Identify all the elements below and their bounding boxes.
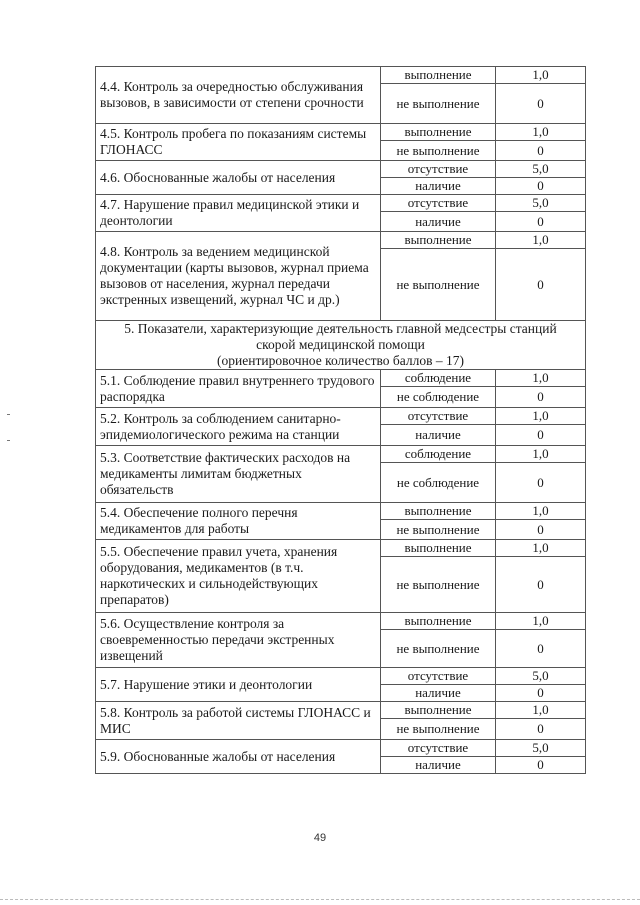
score-cell: 0 xyxy=(496,630,586,668)
criterion-row xyxy=(96,195,586,212)
score-cell: 0 xyxy=(496,719,586,740)
condition-cell: не соблюдение xyxy=(381,463,496,503)
criterion-row xyxy=(96,540,586,557)
score-cell: 0 xyxy=(496,557,586,613)
criteria-table xyxy=(95,66,586,774)
section-header-row xyxy=(96,321,586,370)
condition-cell: не выполнение xyxy=(381,249,496,321)
score-cell: 1,0 xyxy=(496,408,586,425)
margin-mark xyxy=(7,414,10,415)
score-cell: 5,0 xyxy=(496,668,586,685)
criterion-text: 5.8. Контроль за работой системы ГЛОНАСС и МИС xyxy=(96,702,381,740)
margin-mark xyxy=(7,440,10,441)
condition-cell: выполнение xyxy=(381,503,496,520)
criterion-text: 4.5. Контроль пробега по показаниям системы ГЛОНАСС xyxy=(96,124,381,161)
criterion-text: 5.5. Обеспечение правил учета, хранения оборудования, медикаментов (в т.ч. наркотических и сильнодействующих препаратов) xyxy=(96,540,381,613)
condition-cell: соблюдение xyxy=(381,370,496,387)
criterion-text: 5.9. Обоснованные жалобы от населения xyxy=(96,740,381,774)
condition-cell: выполнение xyxy=(381,613,496,630)
condition-cell: наличие xyxy=(381,178,496,195)
condition-cell: выполнение xyxy=(381,702,496,719)
criterion-row xyxy=(96,702,586,719)
criterion-text: 4.6. Обоснованные жалобы от населения xyxy=(96,161,381,195)
criterion-text: 5.1. Соблюдение правил внутреннего трудового распорядка xyxy=(96,370,381,408)
condition-cell: не соблюдение xyxy=(381,387,496,408)
condition-cell: выполнение xyxy=(381,124,496,141)
condition-cell: наличие xyxy=(381,212,496,232)
criterion-text: 5.4. Обеспечение полного перечня медикаментов для работы xyxy=(96,503,381,540)
criterion-text: 4.7. Нарушение правил медицинской этики и деонтологии xyxy=(96,195,381,232)
condition-cell: выполнение xyxy=(381,232,496,249)
section-header-line: скорой медицинской помощи xyxy=(256,337,425,352)
score-cell: 0 xyxy=(496,387,586,408)
criterion-row xyxy=(96,503,586,520)
condition-cell: не выполнение xyxy=(381,719,496,740)
score-cell: 1,0 xyxy=(496,446,586,463)
condition-cell: наличие xyxy=(381,425,496,446)
score-cell: 0 xyxy=(496,425,586,446)
score-cell: 0 xyxy=(496,84,586,124)
score-cell: 0 xyxy=(496,212,586,232)
scan-edge-line xyxy=(0,899,640,900)
criterion-text: 5.7. Нарушение этики и деонтологии xyxy=(96,668,381,702)
score-cell: 1,0 xyxy=(496,370,586,387)
score-cell: 5,0 xyxy=(496,195,586,212)
score-cell: 1,0 xyxy=(496,124,586,141)
criterion-text: 4.8. Контроль за ведением медицинской документации (карты вызовов, журнал приема вызовов от населения, журнал передачи экстренных извещений, журнал ЧС и др.) xyxy=(96,232,381,321)
condition-cell: отсутствие xyxy=(381,408,496,425)
condition-cell: не выполнение xyxy=(381,141,496,161)
criterion-row xyxy=(96,67,586,84)
criterion-row xyxy=(96,161,586,178)
condition-cell: отсутствие xyxy=(381,740,496,757)
criterion-row xyxy=(96,124,586,141)
score-cell: 0 xyxy=(496,178,586,195)
score-cell: 1,0 xyxy=(496,232,586,249)
criterion-text: 4.4. Контроль за очередностью обслуживания вызовов, в зависимости от степени срочности xyxy=(96,67,381,124)
score-cell: 0 xyxy=(496,685,586,702)
section-header-line: (ориентировочное количество баллов – 17) xyxy=(217,353,464,368)
criterion-row xyxy=(96,740,586,757)
score-cell: 0 xyxy=(496,463,586,503)
score-cell: 0 xyxy=(496,520,586,540)
score-cell: 1,0 xyxy=(496,540,586,557)
criterion-text: 5.6. Осуществление контроля за своевременностью передачи экстренных извещений xyxy=(96,613,381,668)
score-cell: 0 xyxy=(496,141,586,161)
condition-cell: отсутствие xyxy=(381,668,496,685)
condition-cell: наличие xyxy=(381,757,496,774)
condition-cell: выполнение xyxy=(381,540,496,557)
condition-cell: выполнение xyxy=(381,67,496,84)
condition-cell: соблюдение xyxy=(381,446,496,463)
score-cell: 5,0 xyxy=(496,161,586,178)
condition-cell: не выполнение xyxy=(381,630,496,668)
criterion-text: 5.3. Соответствие фактических расходов на медикаменты лимитам бюджетных обязательств xyxy=(96,446,381,503)
criterion-row xyxy=(96,446,586,463)
page-number: 49 xyxy=(313,832,327,844)
criterion-row xyxy=(96,613,586,630)
section-header xyxy=(96,321,586,370)
condition-cell: наличие xyxy=(381,685,496,702)
criteria-table-body xyxy=(96,67,586,774)
section-header-line: 5. Показатели, характеризующие деятельность главной медсестры станций xyxy=(124,321,557,336)
score-cell: 1,0 xyxy=(496,702,586,719)
score-cell: 0 xyxy=(496,249,586,321)
criterion-row xyxy=(96,408,586,425)
condition-cell: не выполнение xyxy=(381,557,496,613)
score-cell: 1,0 xyxy=(496,613,586,630)
score-cell: 1,0 xyxy=(496,67,586,84)
condition-cell: не выполнение xyxy=(381,84,496,124)
condition-cell: отсутствие xyxy=(381,195,496,212)
criterion-row xyxy=(96,668,586,685)
criterion-text: 5.2. Контроль за соблюдением санитарно-эпидемиологического режима на станции xyxy=(96,408,381,446)
score-cell: 5,0 xyxy=(496,740,586,757)
condition-cell: отсутствие xyxy=(381,161,496,178)
score-cell: 1,0 xyxy=(496,503,586,520)
criterion-row xyxy=(96,232,586,249)
criterion-row xyxy=(96,370,586,387)
condition-cell: не выполнение xyxy=(381,520,496,540)
score-cell: 0 xyxy=(496,757,586,774)
